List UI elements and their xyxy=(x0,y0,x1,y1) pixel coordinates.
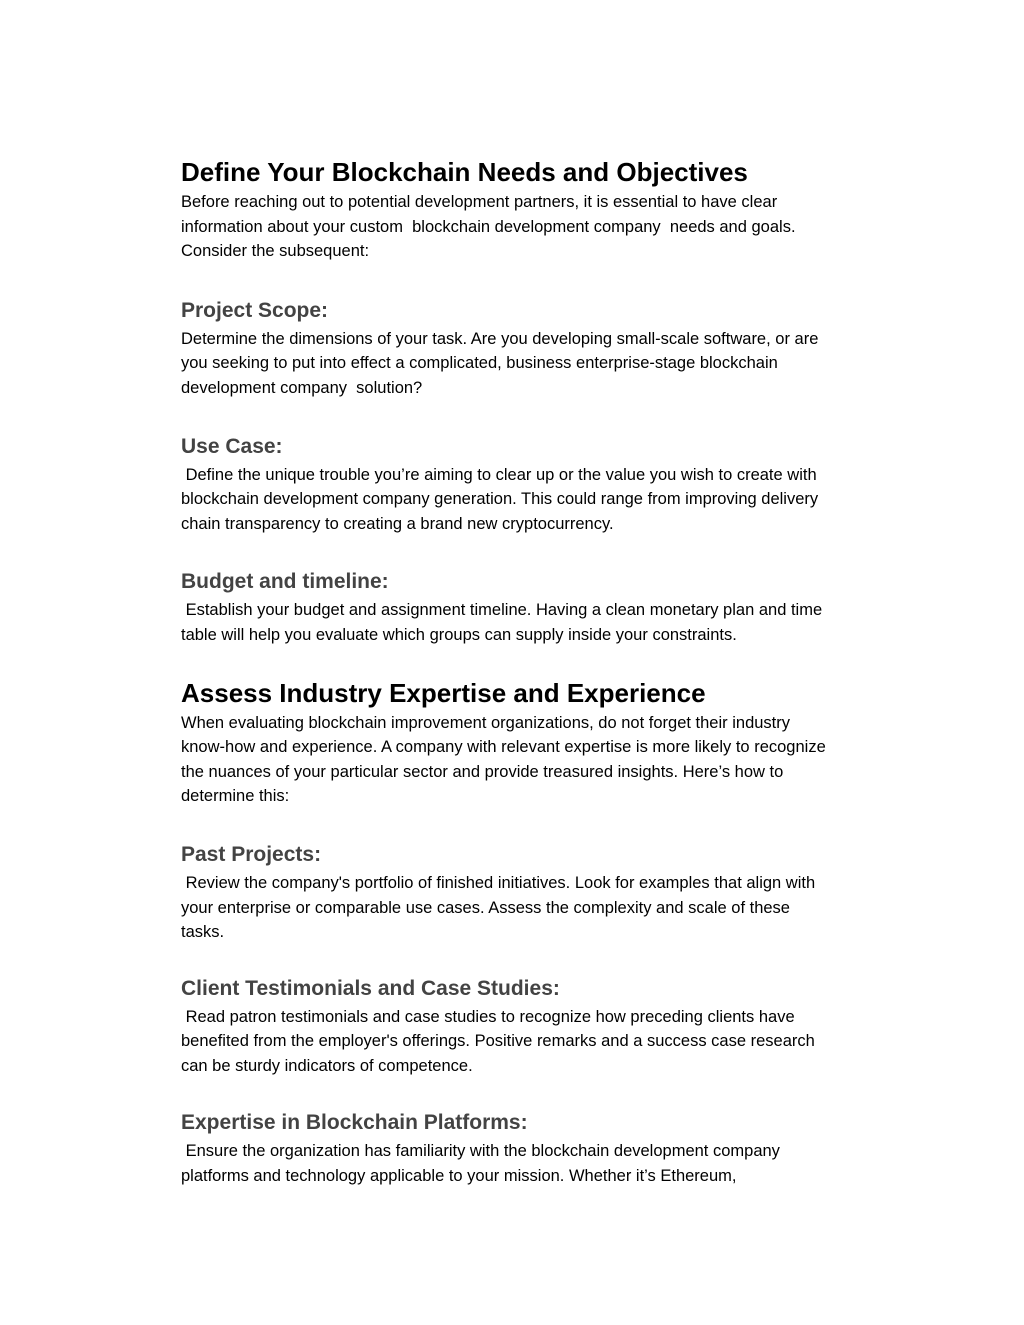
section-heading: Assess Industry Expertise and Experience xyxy=(181,677,706,708)
subsection-heading: Past Projects: xyxy=(181,842,322,866)
text-line: Review the company's portfolio of finished initiatives. Look for examples that align with xyxy=(181,873,816,892)
section-paragraph xyxy=(181,871,911,945)
text-line: benefited from the employer's offerings. Positive remarks and a success case research xyxy=(181,1032,815,1051)
section-paragraph xyxy=(181,190,911,264)
section-paragraph xyxy=(181,598,911,647)
section-define-needs xyxy=(181,156,911,264)
subsection-heading: Budget and timeline: xyxy=(181,570,389,594)
section-paragraph xyxy=(181,711,911,809)
section-paragraph xyxy=(181,1005,911,1079)
section-past-projects xyxy=(181,841,911,945)
subsection-heading: Client Testimonials and Case Studies: xyxy=(181,976,560,1000)
section-assess-expertise xyxy=(181,677,911,809)
section-client-testimonials xyxy=(181,975,911,1079)
text-line: Read patron testimonials and case studies to recognize how preceding clients have xyxy=(181,1007,795,1026)
text-line: table will help you evaluate which groups can supply inside your constraints. xyxy=(181,625,737,644)
text-line: know-how and experience. A company with relevant expertise is more likely to recognize xyxy=(181,738,826,757)
text-line: information about your custom blockchain development company needs and goals. xyxy=(181,217,796,236)
text-line: your enterprise or comparable use cases. Assess the complexity and scale of these xyxy=(181,898,790,917)
text-line: When evaluating blockchain improvement organizations, do not forget their industry xyxy=(181,713,791,732)
section-project-scope xyxy=(181,297,911,401)
text-line: Determine the dimensions of your task. Are you developing small-scale software, or are xyxy=(181,329,819,348)
section-budget-timeline xyxy=(181,568,911,647)
text-line: you seeking to put into effect a complicated, business enterprise-stage blockchain xyxy=(181,354,778,373)
subsection-heading: Expertise in Blockchain Platforms: xyxy=(181,1111,528,1135)
text-line: blockchain development company generation. This could range from improving delivery xyxy=(181,490,819,509)
subsection-heading: Project Scope: xyxy=(181,298,329,322)
section-paragraph xyxy=(181,463,911,537)
section-blockchain-platforms xyxy=(181,1109,911,1188)
text-line: the nuances of your particular sector and provide treasured insights. Here’s how to xyxy=(181,762,784,781)
section-use-case xyxy=(181,433,911,537)
section-paragraph xyxy=(181,1139,911,1188)
text-line: can be sturdy indicators of competence. xyxy=(181,1056,473,1075)
text-line: Establish your budget and assignment timeline. Having a clean monetary plan and time xyxy=(181,601,823,620)
text-line: platforms and technology applicable to your mission. Whether it’s Ethereum, xyxy=(181,1167,737,1186)
text-line: Before reaching out to potential development partners, it is essential to have clear xyxy=(181,193,778,211)
text-line: chain transparency to creating a brand new cryptocurrency. xyxy=(181,514,614,533)
subsection-heading: Use Case: xyxy=(181,434,283,458)
text-line: development company solution? xyxy=(181,378,423,397)
text-line: Consider the subsequent: xyxy=(181,242,370,261)
text-line: Ensure the organization has familiarity with the blockchain development company xyxy=(181,1142,780,1161)
document-body xyxy=(181,156,911,1189)
text-line: determine this: xyxy=(181,787,290,806)
text-line: tasks. xyxy=(181,923,225,942)
text-line: Define the unique trouble you’re aiming to clear up or the value you wish to create with xyxy=(181,465,817,484)
section-heading: Define Your Blockchain Needs and Objectives xyxy=(181,157,748,187)
section-paragraph xyxy=(181,327,911,401)
